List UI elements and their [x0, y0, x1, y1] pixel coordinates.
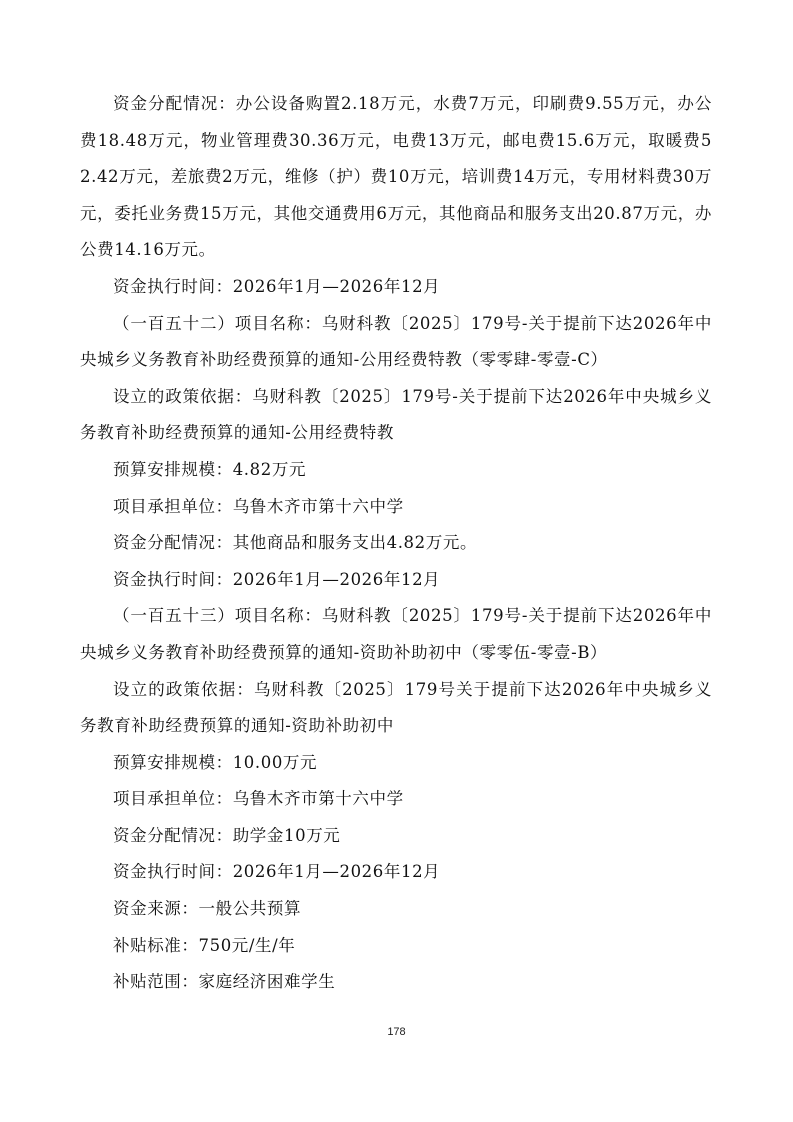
document-body [80, 86, 712, 1001]
paragraph-fund-allocation: 资金分配情况：其他商品和服务支出4.82万元。 [113, 533, 478, 553]
paragraph-subsidy-standard: 补贴标准：750元/生/年 [113, 935, 296, 955]
paragraph-budget-scale: 预算安排规模：4.82万元 [113, 459, 307, 479]
paragraph-project-153-name: （一百五十三）项目名称：乌财科教〔2025〕179号-关于提前下达2026年中央城乡义务教育补助经费预算的通知-资助补助初中（零零伍-零壹-B） [80, 606, 712, 662]
paragraph-execution-time: 资金执行时间：2026年1月—2026年12月 [113, 569, 441, 589]
paragraph-responsible-unit: 项目承担单位：乌鲁木齐市第十六中学 [113, 789, 404, 809]
paragraph-fund-allocation: 资金分配情况：助学金10万元 [113, 825, 341, 845]
paragraph-policy-basis: 设立的政策依据：乌财科教〔2025〕179号关于提前下达2026年中央城乡义务教育补助经费预算的通知-资助补助初中 [80, 679, 712, 736]
paragraph-execution-time: 资金执行时间：2026年1月—2026年12月 [113, 862, 441, 882]
paragraph-fund-source: 资金来源：一般公共预算 [113, 899, 302, 919]
paragraph-responsible-unit: 项目承担单位：乌鲁木齐市第十六中学 [113, 496, 404, 516]
paragraph-project-152-name: （一百五十二）项目名称：乌财科教〔2025〕179号-关于提前下达2026年中央城乡义务教育补助经费预算的通知-公用经费特教（零零肆-零壹-C） [80, 313, 712, 370]
paragraph-fund-allocation-details: 资金分配情况：办公设备购置2.18万元，水费7万元，印刷费9.55万元，办公费18.48万元，物业管理费30.36万元，电费13万元，邮电费15.6万元，取暖费52.42万元，差旅费2万元，维修（护）费10万元，培训费14万元，专用材料费30万元，委托业务费15万元，其他交通费用6万元，其他商品和服务支出20.87万元，办公费14.16万元。 [80, 94, 712, 260]
paragraph-policy-basis: 设立的政策依据：乌财科教〔2025〕179号-关于提前下达2026年中央城乡义务教育补助经费预算的通知-公用经费特教 [80, 386, 712, 443]
paragraph-budget-scale: 预算安排规模：10.00万元 [113, 752, 318, 772]
paragraph-subsidy-scope: 补贴范围：家庭经济困难学生 [113, 972, 336, 992]
paragraph-execution-time: 资金执行时间：2026年1月—2026年12月 [113, 276, 441, 296]
page-number: 178 [387, 1026, 406, 1038]
